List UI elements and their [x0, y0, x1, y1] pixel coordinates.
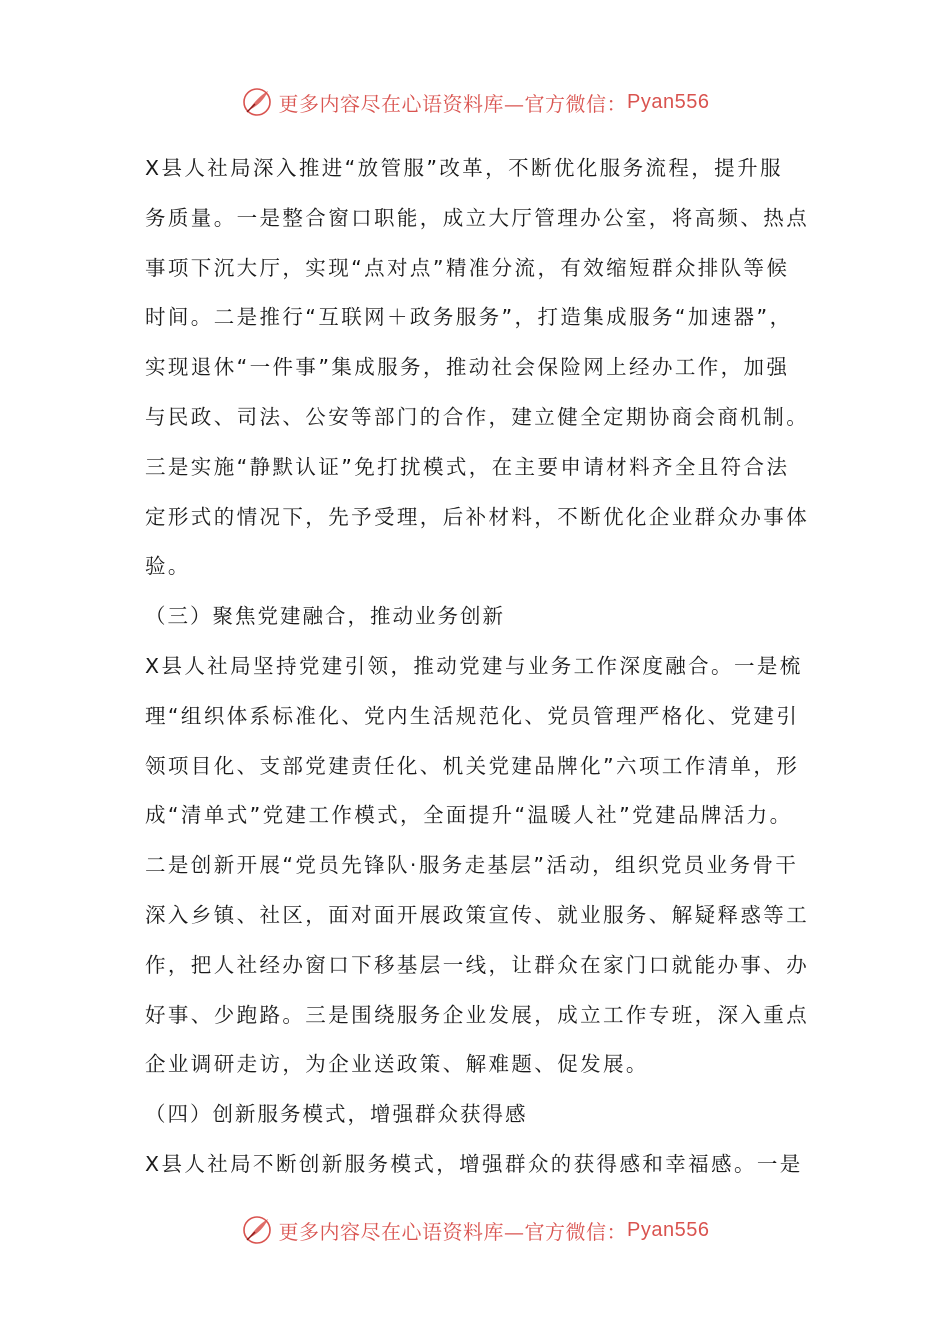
body-line: 理“组织体系标准化、党内生活规范化、党员管理严格化、党建引 [145, 703, 800, 728]
body-line: 好事、少跑路。三是围绕服务企业发展，成立工作专班，深入重点 [145, 1002, 810, 1027]
body-line: 三是实施“静默认证”免打扰模式，在主要申请材料齐全且符合法 [145, 454, 790, 479]
body-line: 事项下沉大厅，实现“点对点”精准分流，有效缩短群众排队等候 [145, 255, 790, 280]
body-line: 验。 [145, 554, 191, 579]
section-heading: （四）创新服务模式，增强群众获得感 [145, 1102, 528, 1127]
body-line: 定形式的情况下，先予受理，后补材料，不断优化企业群众办事体 [145, 504, 810, 529]
document-body [145, 144, 825, 1190]
body-line: 成“清单式”党建工作模式，全面提升“温暖人社”党建品牌活力。 [145, 803, 793, 828]
watermark-text: 更多内容尽在心语资料库—官方微信： [278, 91, 628, 116]
watermark-wechat-id: Pyan556 [627, 1218, 710, 1241]
body-line: 实现退休“一件事”集成服务，推动社会保险网上经办工作，加强 [145, 355, 790, 380]
watermark-footer [0, 1210, 950, 1250]
watermark-text: 更多内容尽在心语资料库—官方微信： [278, 1219, 628, 1244]
body-line: 时间。二是推行“互联网＋政务服务”，打造集成服务“加速器”， [145, 305, 793, 330]
section-heading: （三）聚焦党建融合，推动业务创新 [145, 604, 505, 629]
body-line: 与民政、司法、公安等部门的合作，建立健全定期协商会商机制。 [145, 404, 810, 429]
body-line: 深入乡镇、社区，面对面开展政策宣传、就业服务、解疑释惑等工 [145, 902, 810, 927]
body-line: 务质量。一是整合窗口职能，成立大厅管理办公室，将高频、热点 [145, 205, 810, 230]
body-line: 企业调研走访，为企业送政策、解难题、促发展。 [145, 1052, 649, 1077]
body-line: 领项目化、支部党建责任化、机关党建品牌化”六项工作清单，形 [145, 753, 800, 778]
body-line: X县人社局深入推进“放管服”改革，不断优化服务流程，提升服 [145, 156, 783, 180]
feather-pen-circle-icon [241, 1214, 273, 1246]
body-line: X县人社局坚持党建引领，推动党建与业务工作深度融合。一是梳 [145, 653, 803, 678]
watermark-wechat-id: Pyan556 [627, 90, 710, 113]
body-line: 二是创新开展“党员先锋队·服务走基层”活动，组织党员业务骨干 [145, 853, 799, 878]
body-line: X县人社局不断创新服务模式，增强群众的获得感和幸福感。一是 [145, 1151, 803, 1176]
body-line: 作，把人社经办窗口下移基层一线，让群众在家门口就能办事、办 [145, 952, 810, 977]
feather-pen-circle-icon [241, 86, 273, 118]
watermark-header [0, 82, 950, 122]
